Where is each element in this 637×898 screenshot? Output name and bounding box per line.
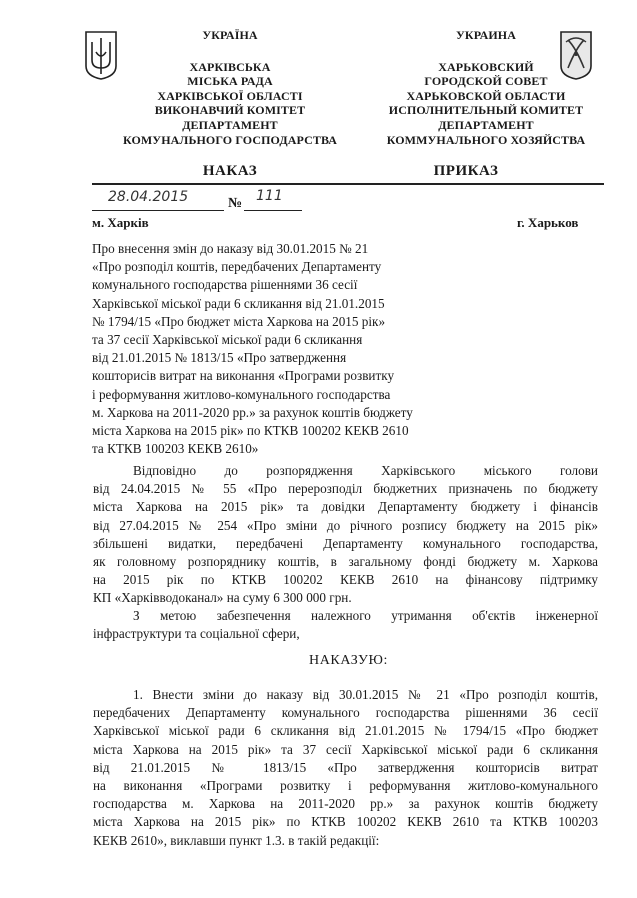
header-line: ИСПОЛНИТЕЛЬНЫЙ КОМИТЕТ: [388, 103, 584, 118]
subject-line: та 37 сесії Харківської міської ради 6 скликання: [92, 332, 363, 348]
paragraph-line: З метою забезпечення належного утримання об'єктів інженерної: [133, 608, 598, 623]
subject-line: від 21.01.2015 № 1813/15 «Про затвердження: [92, 350, 347, 366]
header-country-ua: УКРАЇНА: [202, 28, 258, 42]
header-line: ХАРЬКОВСКОЙ ОБЛАСТИ: [406, 88, 566, 103]
header-line: ВИКОНАВЧИЙ КОМІТЕТ: [154, 103, 306, 118]
subject-line: Харківської міської ради 6 скликання від 21.01.2015: [92, 295, 385, 311]
paragraph-line: міста Харкова на 2015 рік» по КТКВ 100202 КЕКВ 2610 та КТКВ 100203: [93, 814, 598, 830]
order-subject: [92, 240, 492, 458]
doc-title-ru: ПРИКАЗ: [433, 163, 499, 179]
paragraph-line: від 27.04.2015 № 254 «Про зміни до річного розпису бюджету на 2015 рік»: [93, 517, 598, 533]
subject-line: «Про розподіл коштів, передбачених Департаменту: [92, 259, 382, 275]
paragraph-line: від 21.01.2015 № 1813/15 «Про затвердження кошторисів витрат: [93, 759, 598, 775]
paragraph-line: КЕКВ 2610», виклавши пункт 1.3. в такій редакції:: [93, 832, 380, 848]
number-label: №: [228, 196, 243, 211]
city-ru: г. Харьков: [517, 215, 579, 230]
subject-line: м. Харкова на 2011-2020 рр.» за рахунок коштів бюджету: [92, 404, 413, 420]
paragraph-line: на 2015 рік по КТКВ 100202 КЕКВ 2610 на фінансову підтримку: [93, 572, 598, 588]
city-ua: м. Харків: [92, 215, 149, 230]
doc-title-ua: НАКАЗ: [202, 163, 258, 179]
paragraph-line: як головному розпоряднику коштів, в загальному фонді бюджету м. Харкова: [93, 554, 598, 570]
header-line: МІСЬКА РАДА: [187, 74, 273, 89]
paragraph-line: Відповідно до розпорядження Харківського міського голови: [133, 463, 598, 478]
header-divider: [92, 183, 604, 185]
paragraph-line: на виконання «Програми розвитку і реформування житлово-комунального: [93, 778, 598, 794]
subject-line: комунального господарства рішеннями 36 сесії: [92, 277, 358, 293]
paragraph-line: інфраструктури та соціальної сфери,: [93, 626, 300, 642]
paragraph-line: Харківської міської ради 6 скликання від 21.01.2015 № 1794/15 «Про бюджет: [93, 723, 598, 739]
paragraph-line: передбачених Департаменту комунального господарства рішеннями 36 сесії: [93, 705, 598, 721]
header-line: ХАРКІВСЬКОЇ ОБЛАСТІ: [157, 88, 303, 103]
paragraph-line: міста Харкова на 2015 рік» та 37 сесії Харківської міської ради 6 скликання: [93, 741, 598, 757]
number-underline: [244, 210, 302, 211]
subject-line: і реформування житлово-комунального господарства: [92, 386, 391, 402]
header-russian: [356, 28, 616, 147]
header-line: ДЕПАРТАМЕНТ: [438, 117, 534, 132]
order-word: НАКАЗУЮ:: [309, 653, 388, 668]
header-line: ХАРЬКОВСКИЙ: [438, 59, 534, 74]
header-line: КОМУНАЛЬНОГО ГОСПОДАРСТВА: [122, 132, 338, 147]
paragraph-purpose: [93, 607, 598, 643]
number-handwritten: 111: [256, 188, 283, 204]
paragraph-basis: [93, 462, 598, 608]
header-line: ДЕПАРТАМЕНТ: [182, 117, 278, 132]
header-ukrainian: [102, 28, 358, 147]
subject-line: № 1794/15 «Про бюджет міста Харкова на 2015 рік»: [92, 313, 386, 329]
header-country-ru: УКРАИНА: [455, 28, 516, 42]
paragraph-line: 1. Внести зміни до наказу від 30.01.2015 № 21 «Про розподіл коштів,: [133, 687, 598, 702]
paragraph-item-1: [93, 686, 598, 850]
subject-line: міста Харкова на 2015 рік» по КТКВ 100202 КЕКВ 2610: [92, 423, 409, 439]
header-line: ХАРКІВСЬКА: [189, 59, 271, 74]
paragraph-line: господарства м. Харкова на 2011-2020 рр.» за рахунок коштів бюджету: [93, 796, 598, 812]
paragraph-line: збільшені видатки, передбачені Департаменту комунального господарства,: [93, 535, 598, 551]
header-line: КОММУНАЛЬНОГО ХОЗЯЙСТВА: [386, 132, 586, 147]
paragraph-line: від 24.04.2015 № 55 «Про перерозподіл бюджетних призначень по бюджету: [93, 481, 598, 497]
date-underline: [92, 210, 224, 211]
paragraph-line: міста Харкова на 2015 рік» та довідки Департаменту бюджету і фінансів: [93, 499, 598, 515]
paragraph-line: КП «Харківводоканал» на суму 6 300 000 грн.: [93, 590, 352, 606]
subject-line: та КТКВ 100203 КЕКВ 2610»: [92, 441, 259, 457]
subject-line: кошторисів витрат на виконання «Програми розвитку: [92, 368, 395, 384]
date-handwritten: 28.04.2015: [108, 189, 189, 205]
subject-line: Про внесення змін до наказу від 30.01.2015 № 21: [92, 241, 369, 256]
header-line: ГОРОДСКОЙ СОВЕТ: [424, 74, 548, 89]
